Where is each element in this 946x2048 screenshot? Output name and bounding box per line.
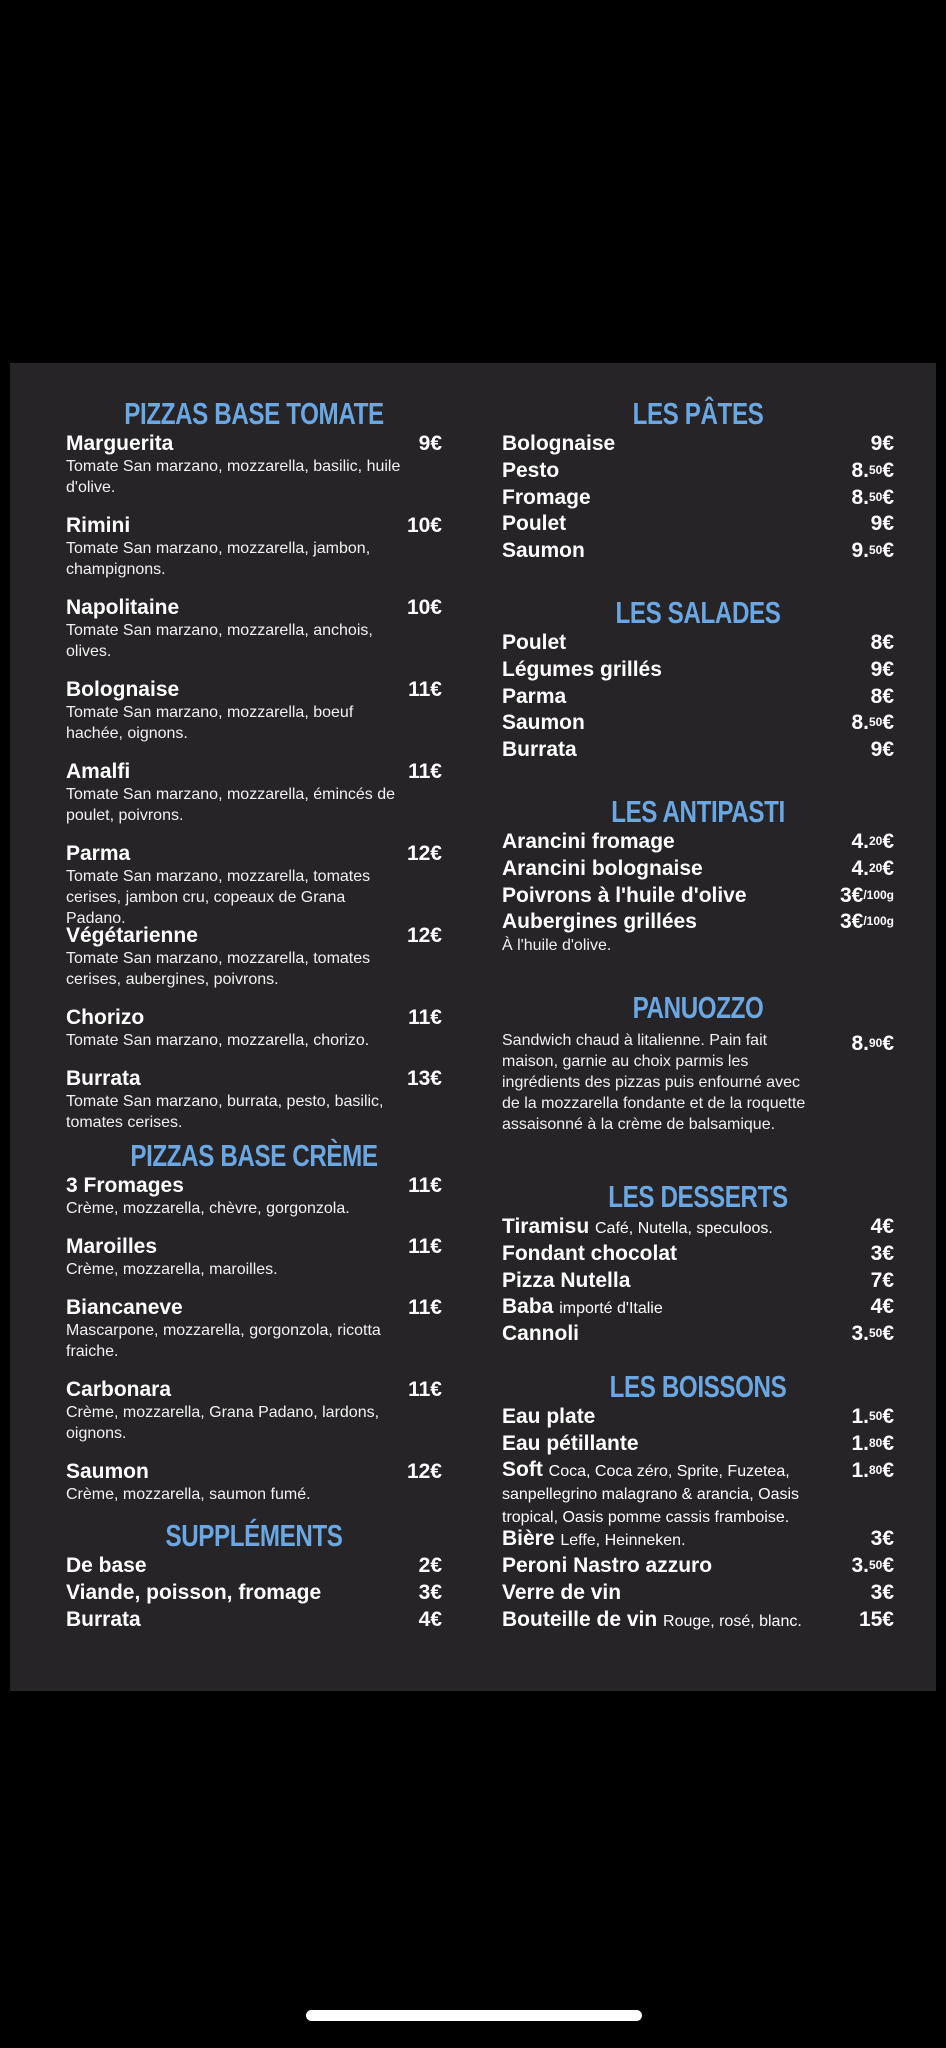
item-price — [851, 486, 894, 510]
item-inline-description: Rouge, rosé, blanc. — [663, 1613, 802, 1630]
item-price: 10€ — [406, 514, 442, 537]
price-cents: 50 — [868, 543, 883, 557]
item-name: Chorizo — [66, 1006, 145, 1029]
panuozzo-price — [851, 1032, 894, 1056]
item-name — [502, 711, 894, 735]
item-price — [871, 432, 894, 456]
item-price: 9€ — [418, 432, 442, 455]
menu-item — [502, 459, 894, 483]
menu-item — [502, 857, 894, 881]
menu-item — [502, 1432, 894, 1456]
item-name — [502, 884, 894, 908]
price-cents: /100g — [863, 888, 894, 902]
menu-item — [66, 842, 442, 929]
section-title-salades: LES SALADES — [615, 595, 781, 630]
item-description: Tomate San marzano, mozzarella, tomates cerises, jambon cru, copeaux de Grana Padano. — [66, 868, 371, 927]
menu-item — [502, 539, 894, 563]
item-name: De base — [66, 1554, 147, 1577]
price-main: 3€ — [839, 884, 864, 907]
price-cents: 50 — [868, 1326, 883, 1340]
item-description: Tomate San marzano, mozzarella, boeuf hachée, oignons. — [66, 704, 354, 742]
price-main: 8€ — [870, 685, 894, 708]
price-main: 8. — [851, 486, 869, 509]
item-price — [851, 711, 894, 735]
item-price — [871, 512, 894, 536]
item-name — [502, 486, 894, 510]
item-price — [871, 1242, 894, 1266]
item-name — [502, 658, 894, 682]
item-description: Tomate San marzano, burrata, pesto, basilic, tomates cerises. — [66, 1093, 384, 1131]
item-description: Crème, mozzarella, Grana Padano, lardons, oignons. — [66, 1404, 380, 1442]
menu-item — [502, 512, 894, 536]
menu-item — [502, 685, 894, 709]
item-price — [840, 910, 894, 934]
item-name-text: Soft — [502, 1458, 543, 1481]
menu-item — [66, 432, 442, 498]
menu-item — [66, 1608, 442, 1632]
price-cents: 50 — [868, 463, 883, 477]
item-name-text: Arancini fromage — [502, 830, 675, 853]
menu-item — [66, 1378, 442, 1444]
item-price: 11€ — [408, 1174, 442, 1197]
item-name — [502, 1459, 832, 1528]
price-main: 8. — [851, 1032, 869, 1055]
item-name — [502, 1608, 894, 1634]
item-name-text: Baba — [502, 1295, 554, 1318]
item-name-text: Eau plate — [502, 1405, 596, 1428]
item-name-text: Saumon — [502, 711, 585, 734]
item-name: Végétarienne — [66, 924, 198, 947]
menu-item — [502, 1405, 894, 1429]
home-indicator[interactable] — [306, 2010, 642, 2021]
price-unit: € — [882, 1554, 894, 1577]
item-name: Burrata — [66, 1067, 141, 1090]
item-price: 12€ — [406, 924, 442, 947]
item-name — [502, 738, 894, 762]
menu-item — [502, 631, 894, 655]
item-price: 2€ — [418, 1554, 442, 1577]
item-price: 10€ — [406, 596, 442, 619]
menu-item — [66, 760, 442, 826]
menu-item — [502, 830, 894, 854]
item-price — [871, 1269, 894, 1293]
item-name-text: Poulet — [502, 512, 567, 535]
item-price: 4€ — [418, 1608, 442, 1631]
menu-item — [66, 1460, 442, 1505]
item-price — [871, 1581, 894, 1605]
item-name: Carbonara — [66, 1378, 172, 1401]
item-name — [502, 459, 894, 483]
menu-item — [502, 910, 894, 934]
price-main: 8€ — [870, 631, 894, 654]
menu-item — [66, 1235, 442, 1280]
item-name — [502, 1242, 894, 1266]
menu-item — [66, 1296, 442, 1362]
item-name — [502, 1269, 894, 1293]
section-title-pizzas-creme: PIZZAS BASE CRÈME — [130, 1138, 378, 1173]
item-description: Tomate San marzano, mozzarella, jambon, champignons. — [66, 540, 371, 578]
menu-item — [502, 1269, 894, 1293]
item-description: Mascarpone, mozzarella, gorgonzola, ricotta fraiche. — [66, 1322, 381, 1360]
item-name: Amalfi — [66, 760, 131, 783]
item-name-text: Verre de vin — [502, 1581, 622, 1604]
price-unit: € — [882, 539, 894, 562]
item-name-text: Fondant chocolat — [502, 1242, 677, 1265]
price-main: 4€ — [870, 1215, 894, 1238]
price-unit: € — [882, 830, 894, 853]
price-unit: € — [882, 486, 894, 509]
item-name-text: Aubergines grillées — [502, 910, 697, 933]
item-price — [851, 1322, 894, 1346]
item-name: Saumon — [66, 1460, 149, 1483]
item-name: 3 Fromages — [66, 1174, 184, 1197]
item-price — [851, 1459, 894, 1483]
price-main: 1. — [851, 1432, 869, 1455]
item-price — [871, 685, 894, 709]
price-cents: 20 — [868, 834, 883, 848]
menu-item — [66, 678, 442, 744]
item-price — [859, 1608, 894, 1632]
item-price — [851, 830, 894, 854]
item-name — [502, 432, 894, 456]
section-title-boissons: LES BOISSONS — [609, 1369, 787, 1404]
item-name: Rimini — [66, 514, 131, 537]
item-price: 12€ — [406, 1460, 442, 1483]
menu-item — [66, 514, 442, 580]
item-name-text: Poivrons à l'huile d'olive — [502, 884, 747, 907]
price-main: 3. — [851, 1322, 869, 1345]
item-inline-description: Coca, Coca zéro, Sprite, Fuzetea, sanpellegrino malagrano & arancia, Oasis tropical, Oasis pomme cassis framboise. — [502, 1463, 800, 1526]
price-main: 15€ — [858, 1608, 894, 1631]
item-inline-description: Leffe, Heinneken. — [560, 1532, 686, 1549]
section-title-antipasti: LES ANTIPASTI — [611, 794, 785, 829]
panuozzo-description: Sandwich chaud à litalienne. Pain fait maison, garnie au choix parmis les ingrédients des pizzas puis enfourné avec de la mozzarella fondante et de la roquette assaisonné à la crème de balsamique. — [502, 1032, 806, 1133]
price-cents: /100g — [863, 914, 894, 928]
item-name — [502, 1527, 894, 1553]
price-main: 3. — [851, 1554, 869, 1577]
item-name: Parma — [66, 842, 131, 865]
price-main: 9. — [851, 539, 869, 562]
price-unit: € — [882, 1432, 894, 1455]
item-name-text: Bolognaise — [502, 432, 616, 455]
price-cents: 20 — [868, 861, 883, 875]
menu-item — [502, 1295, 894, 1321]
item-description: Crème, mozzarella, saumon fumé. — [66, 1486, 311, 1503]
item-name: Marguerita — [66, 432, 174, 455]
item-name: Biancaneve — [66, 1296, 183, 1319]
item-name-text: Cannoli — [502, 1322, 579, 1345]
item-name — [502, 512, 894, 536]
item-description: Tomate San marzano, mozzarella, anchois, olives. — [66, 622, 373, 660]
menu-item — [502, 884, 894, 908]
menu-item — [502, 658, 894, 682]
item-name: Napolitaine — [66, 596, 180, 619]
item-description: Crème, mozzarella, chèvre, gorgonzola. — [66, 1200, 350, 1217]
price-cents: 50 — [868, 1409, 883, 1423]
item-name-text: Fromage — [502, 486, 591, 509]
item-name-text: Pizza Nutella — [502, 1269, 631, 1292]
item-description: Tomate San marzano, mozzarella, émincés de poulet, poivrons. — [66, 786, 396, 824]
price-cents: 80 — [868, 1436, 883, 1450]
item-name: Viande, poisson, fromage — [66, 1581, 322, 1604]
price-cents: 90 — [868, 1036, 883, 1050]
price-main: 3€ — [839, 910, 864, 933]
menu-item — [502, 1242, 894, 1266]
menu-item — [66, 596, 442, 662]
price-main: 3€ — [870, 1527, 894, 1550]
item-name-text: Eau pétillante — [502, 1432, 639, 1455]
item-price — [871, 658, 894, 682]
price-main: 8. — [851, 711, 869, 734]
price-main: 4. — [851, 830, 869, 853]
item-name — [502, 857, 894, 881]
price-main: 9€ — [870, 512, 894, 535]
item-price — [840, 884, 894, 908]
price-main: 9€ — [870, 658, 894, 681]
item-name: Burrata — [66, 1608, 141, 1631]
price-cents: 50 — [868, 490, 883, 504]
item-name-text: Parma — [502, 685, 567, 708]
item-price — [851, 459, 894, 483]
item-name — [502, 1322, 894, 1346]
price-unit: € — [882, 711, 894, 734]
menu-item — [66, 1067, 442, 1133]
item-price: 11€ — [408, 760, 442, 783]
item-price — [851, 857, 894, 881]
section-title-panuozzo: PANUOZZO — [632, 990, 764, 1025]
price-cents: 50 — [868, 715, 883, 729]
price-main: 9€ — [870, 738, 894, 761]
menu-item — [66, 1554, 442, 1578]
item-name-text: Pesto — [502, 459, 560, 482]
item-price: 11€ — [408, 678, 442, 701]
item-name-text: Tiramisu — [502, 1215, 590, 1238]
item-name-text: Bière — [502, 1527, 555, 1550]
item-name — [502, 1554, 894, 1578]
antipasti-note: À l'huile d'olive. — [502, 937, 612, 954]
item-name — [502, 685, 894, 709]
item-price — [871, 738, 894, 762]
price-main: 7€ — [870, 1269, 894, 1292]
menu-item — [66, 1174, 442, 1219]
item-price — [851, 1432, 894, 1456]
price-unit: € — [882, 1405, 894, 1428]
price-main: 9€ — [870, 432, 894, 455]
menu-item — [502, 1608, 894, 1634]
price-main: 1. — [851, 1459, 869, 1482]
menu-item — [502, 1581, 894, 1605]
price-main: 3€ — [870, 1242, 894, 1265]
price-cents: 50 — [868, 1558, 883, 1572]
section-title-supplements: SUPPLÉMENTS — [165, 1518, 343, 1553]
menu-item — [66, 924, 442, 990]
item-name — [502, 1295, 894, 1321]
menu-item — [502, 1527, 894, 1553]
item-name-text: Peroni Nastro azzuro — [502, 1554, 713, 1577]
item-name-text: Bouteille de vin — [502, 1608, 658, 1631]
price-unit: € — [882, 459, 894, 482]
item-name-text: Arancini bolognaise — [502, 857, 703, 880]
item-price: 11€ — [408, 1378, 442, 1401]
item-name — [502, 1581, 894, 1605]
price-main: 3€ — [870, 1581, 894, 1604]
item-price — [851, 539, 894, 563]
item-price: 3€ — [418, 1581, 442, 1604]
item-name-text: Saumon — [502, 539, 585, 562]
item-name — [502, 631, 894, 655]
price-main: 1. — [851, 1405, 869, 1428]
menu-item — [502, 711, 894, 735]
item-description: Crème, mozzarella, maroilles. — [66, 1261, 278, 1278]
item-price: 12€ — [406, 842, 442, 865]
item-name — [502, 910, 894, 934]
item-description: Tomate San marzano, mozzarella, tomates cerises, aubergines, poivrons. — [66, 950, 371, 988]
price-unit: € — [882, 857, 894, 880]
section-title-desserts: LES DESSERTS — [608, 1179, 788, 1214]
item-price: 11€ — [408, 1006, 442, 1029]
item-name — [502, 1432, 894, 1456]
item-name — [502, 539, 894, 563]
item-inline-description: Café, Nutella, speculoos. — [595, 1220, 773, 1237]
menu-item — [502, 1322, 894, 1346]
item-name-text: Poulet — [502, 631, 567, 654]
menu-item — [66, 1581, 442, 1605]
item-price: 13€ — [406, 1067, 442, 1090]
menu-item — [502, 738, 894, 762]
section-title-pizzas-tomate: PIZZAS BASE TOMATE — [124, 396, 384, 431]
item-price — [871, 1527, 894, 1551]
price-unit: € — [882, 1032, 894, 1055]
menu-item — [502, 486, 894, 510]
item-price — [871, 1295, 894, 1319]
item-price: 11€ — [408, 1296, 442, 1319]
item-description: Tomate San marzano, mozzarella, basilic, huile d'olive. — [66, 458, 401, 496]
menu-item — [502, 1554, 894, 1578]
item-name — [502, 1405, 894, 1429]
price-unit: € — [882, 1322, 894, 1345]
price-main: 4. — [851, 857, 869, 880]
item-price: 11€ — [408, 1235, 442, 1258]
item-name: Bolognaise — [66, 678, 180, 701]
menu-item — [502, 432, 894, 456]
item-name: Maroilles — [66, 1235, 158, 1258]
item-name — [502, 830, 894, 854]
menu-image — [0, 336, 946, 1712]
item-inline-description: importé d'Italie — [559, 1300, 663, 1317]
price-cents: 80 — [868, 1463, 883, 1477]
item-price — [871, 631, 894, 655]
menu-panel — [10, 363, 936, 1691]
item-price — [871, 1215, 894, 1239]
item-price — [851, 1405, 894, 1429]
price-main: 8. — [851, 459, 869, 482]
menu-item — [502, 1215, 894, 1241]
item-description: Tomate San marzano, mozzarella, chorizo. — [66, 1032, 370, 1049]
item-name-text: Légumes grillés — [502, 658, 662, 681]
menu-item — [66, 1006, 442, 1051]
price-unit: € — [882, 1459, 894, 1482]
menu-item — [502, 1459, 894, 1528]
item-name — [502, 1215, 894, 1241]
section-title-pates: LES PÂTES — [632, 396, 764, 431]
item-price — [851, 1554, 894, 1578]
item-name-text: Burrata — [502, 738, 577, 761]
price-main: 4€ — [870, 1295, 894, 1318]
